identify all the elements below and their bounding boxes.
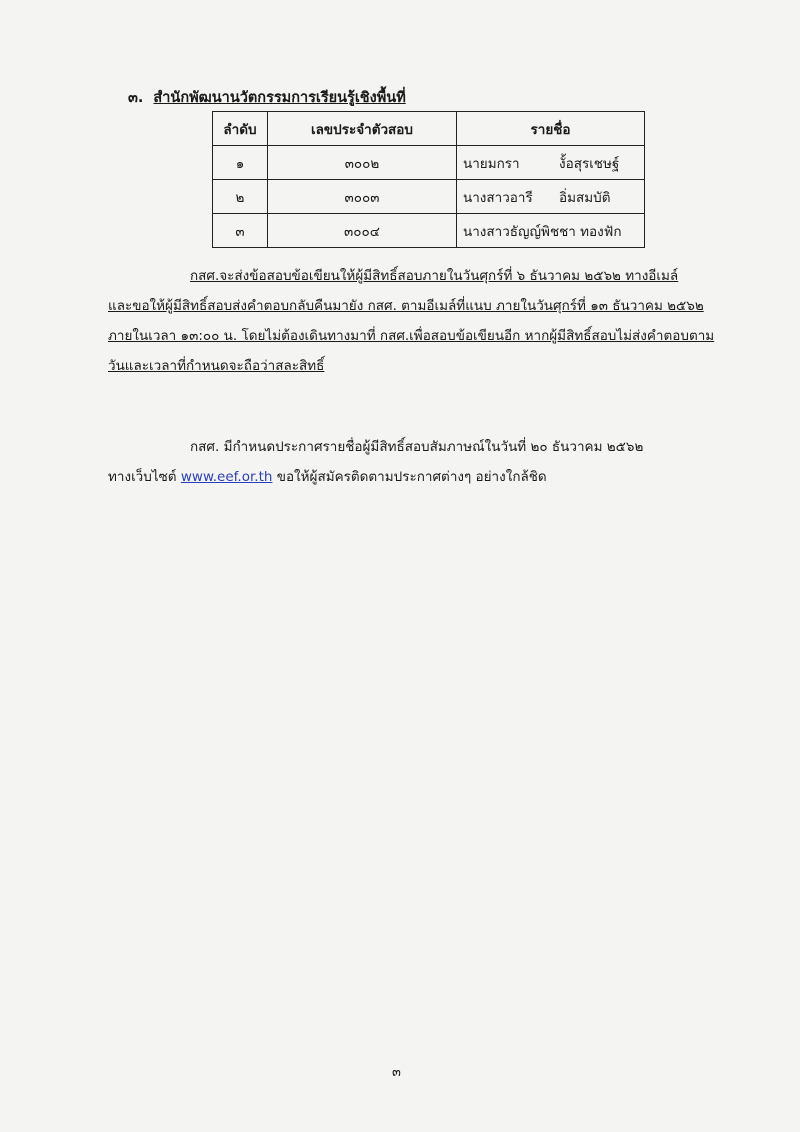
written-exam-paragraph [108,261,716,381]
table-row [213,214,645,248]
row-name [457,146,645,180]
row-order: ๑ [213,146,268,180]
row-order: ๒ [213,180,268,214]
section-title: สำนักพัฒนานวัตกรรมการเรียนรู้เชิงพื้นที่ [153,90,406,106]
interview-announcement-paragraph [108,432,716,492]
header-name: รายชื่อ [457,112,645,146]
header-exam-id: เลขประจำตัวสอบ [268,112,457,146]
row-name [457,214,645,248]
row-last-name: ทองฟัก [580,223,622,240]
row-order: ๓ [213,214,268,248]
page-number: ๓ [392,1065,401,1080]
row-exam-id: ๓๐๐๒ [268,146,457,180]
header-order: ลำดับ [213,112,268,146]
paragraph-line: วันและเวลาที่กำหนดจะถือว่าสละสิทธิ์ [108,358,325,374]
paragraph-line: ภายในเวลา ๑๓:๐๐ น. โดยไม่ต้องเดินทางมาที่ กสศ.เพื่อสอบข้อเขียนอีก หากผู้มีสิทธิ์สอบไม่ส่งคำตอบตาม [108,328,715,344]
row-exam-id: ๓๐๐๔ [268,214,457,248]
paragraph-line [108,462,716,492]
table-header-row [213,112,645,146]
row-exam-id: ๓๐๐๓ [268,180,457,214]
row-last-name: งั้อสุรเชษฐ์ [559,155,620,172]
paragraph-line: และขอให้ผู้มีสิทธิ์สอบส่งคำตอบกลับคืนมายัง กสศ. ตามอีเมล์ที่แนบ ภายในวันศุกร์ที่ ๑๓ ธันวาคม ๒๕๖๒ [108,298,704,314]
paragraph-line: กสศ.จะส่งข้อสอบข้อเขียนให้ผู้มีสิทธิ์สอบภายในวันศุกร์ที่ ๖ ธันวาคม ๒๕๖๒ ทางอีเมล์ [190,268,679,284]
section-number: ๓. [128,90,144,106]
row-first-name: นายมกรา [463,155,520,172]
website-prefix: ทางเว็บไซต์ [108,469,177,485]
table-row [213,146,645,180]
candidate-table [212,111,645,248]
row-first-name: นางสาวอารี [463,189,533,206]
row-last-name: อิ่มสมบัติ [559,189,611,206]
website-suffix: ขอให้ผู้สมัครติดตามประกาศต่างๆ อย่างใกล้ชิด [276,469,547,485]
paragraph-line: กสศ. มีกำหนดประกาศรายชื่อผู้มีสิทธิ์สอบสัมภาษณ์ในวันที่ ๒๐ ธันวาคม ๒๕๖๒ [190,439,644,455]
website-link[interactable]: www.eef.or.th [180,469,273,485]
row-name [457,180,645,214]
section-heading [128,86,406,109]
row-first-name: นางสาวธัญญ์พิชชา [463,223,576,240]
table-row [213,180,645,214]
